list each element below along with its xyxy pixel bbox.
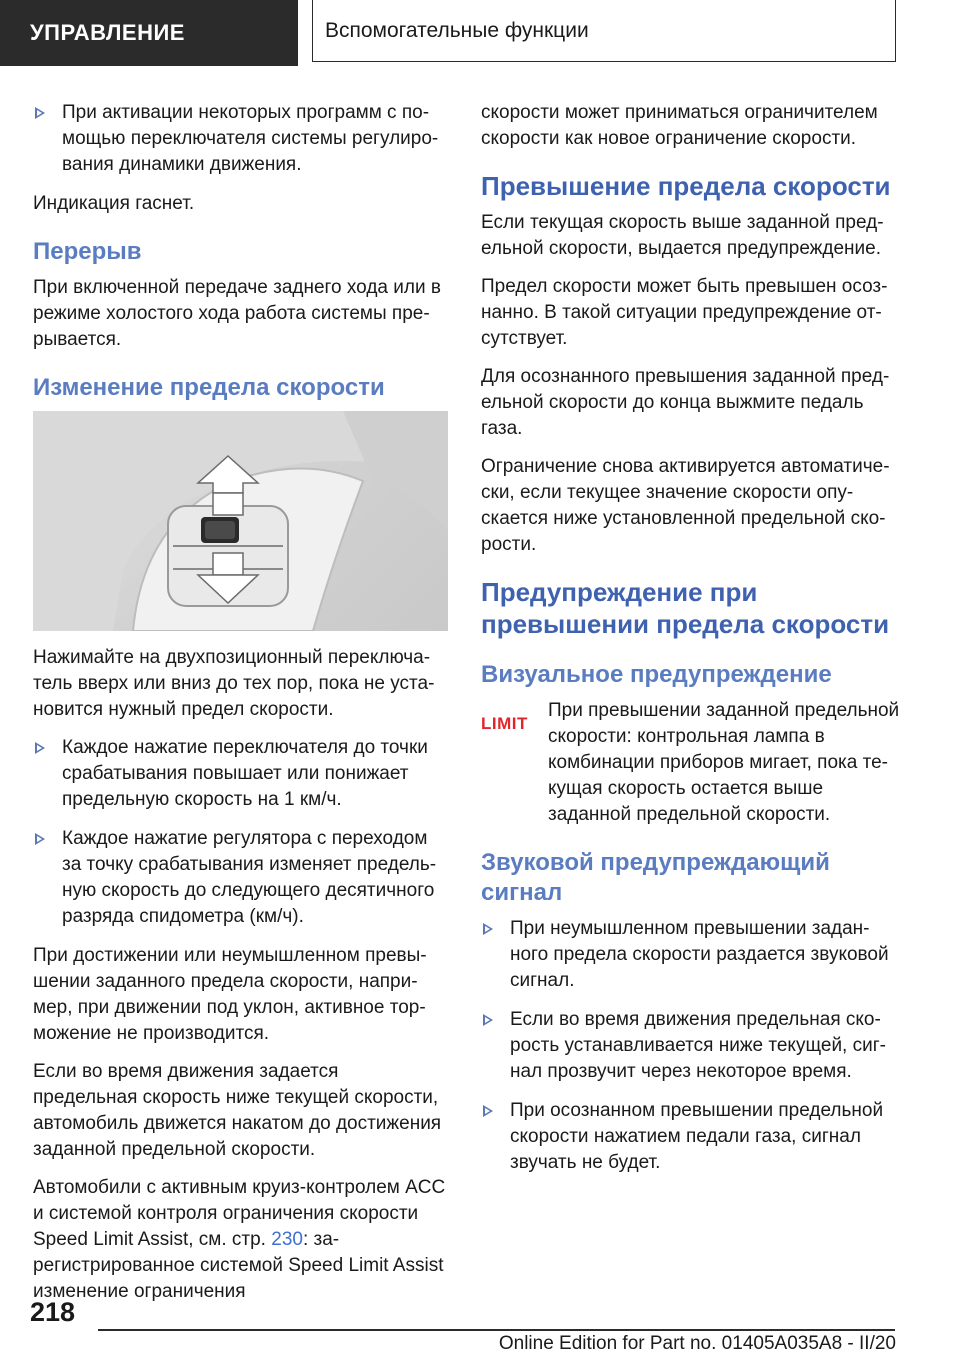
- page-number: 218: [30, 1297, 76, 1327]
- list-item: Каждое нажатие регулятора с переходом за точку срабатывания изменяет предельную скорость до следующего десятичного разряда спидометра (км/ч).: [33, 826, 448, 930]
- visual-warning-block: [481, 698, 901, 828]
- paragraph: Ограничение снова активируется автоматически, если текущее значение скорости опускается ниже установленной предельной скорости.: [481, 456, 890, 555]
- paragraph: Нажимайте на двухпозиционный переключатель вверх или вниз до тех пор, пока не установится нужный предел скорости.: [33, 647, 435, 720]
- heading-sound-signal: Звуковой предупреждающий сигнал: [481, 849, 830, 906]
- triangle-bullet-icon: [483, 1105, 493, 1117]
- paragraph: При достижении или неумышленном превышении заданного предела скорости, например, при движении под уклон, активное торможение не производится.: [33, 945, 427, 1044]
- heading-visual-warning: Визуальное предупреждение: [481, 661, 832, 688]
- right-column: [481, 100, 901, 1189]
- paragraph: Предел скорости может быть превышен осознанно. В такой ситуации предупреждение отсутствует.: [481, 276, 888, 349]
- heading-change-limit: Изменение предела скорости: [33, 374, 385, 401]
- page-reference-link[interactable]: 230: [271, 1229, 303, 1250]
- list-item: При неумышленном превышении заданного предела скорости раздается звуковой сигнал.: [481, 916, 901, 994]
- steering-wheel-switch-illustration: [33, 411, 448, 631]
- page-header: [0, 0, 960, 66]
- left-column: [33, 100, 448, 1317]
- paragraph: Индикация гаснет.: [33, 193, 195, 214]
- paragraph: При включенной передаче заднего хода или в режиме холостого хода работа системы прерывается.: [33, 277, 441, 350]
- triangle-bullet-icon: [35, 107, 45, 119]
- paragraph: Для осознанного превышения заданной предельной скорости до конца выжмите педаль газа.: [481, 366, 890, 439]
- footer-divider: [98, 1329, 895, 1331]
- list-item: При осознанном превышении предельной скорости нажатием педали газа, сигнал звучать не будет.: [481, 1098, 901, 1176]
- paragraph-acc: Автомобили с активным круиз-контролем ACC и системой контроля ограничения скорости Speed Limit Assist, см. стр. 230: зарегистрированное системой Speed Limit Assist изменение ограничения: [33, 1177, 446, 1302]
- paragraph: При превышении заданной предельной скорости: контрольная лампа в комбинации приборов мигает, пока текущая скорость остается выше заданной предельной скорости.: [548, 700, 900, 825]
- edition-text: Online Edition for Part no. 01405A035A8 - II/20: [498, 1333, 896, 1354]
- triangle-bullet-icon: [35, 742, 45, 754]
- paragraph: скорости может приниматься ограничителем скорости как новое ограничение скорости.: [481, 102, 878, 149]
- triangle-bullet-icon: [483, 1014, 493, 1026]
- heading-exceed-limit: Превышение предела скорости: [481, 171, 891, 201]
- paragraph: Если во время движения задается предельная скорость ниже текущей скорости, автомобиль движется накатом до достижения заданной предельной скорости.: [33, 1061, 442, 1160]
- heading-warning: Предупреждение при превышении предела скорости: [481, 577, 890, 639]
- triangle-bullet-icon: [35, 833, 45, 845]
- list-item: Каждое нажатие переключателя до точки срабатывания повышает или понижает предельную скорость на 1 км/ч.: [33, 735, 448, 813]
- steering-switch-photo: [33, 411, 448, 631]
- paragraph: Если текущая скорость выше заданной предельной скорости, выдается предупреждение.: [481, 212, 884, 259]
- limit-warning-icon: LIMIT: [481, 714, 528, 733]
- heading-break: Перерыв: [33, 238, 142, 265]
- subsection-title: Вспомогательные функции: [312, 0, 896, 62]
- list-item: Если во время движения предельная скорость устанавливается ниже текущей, сигнал прозвучит через некоторое время.: [481, 1007, 901, 1085]
- triangle-bullet-icon: [483, 923, 493, 935]
- section-title: УПРАВЛЕНИЕ: [0, 0, 298, 66]
- list-item: При активации некоторых программ с помощью переключателя системы регулирования динамики движения.: [33, 100, 448, 178]
